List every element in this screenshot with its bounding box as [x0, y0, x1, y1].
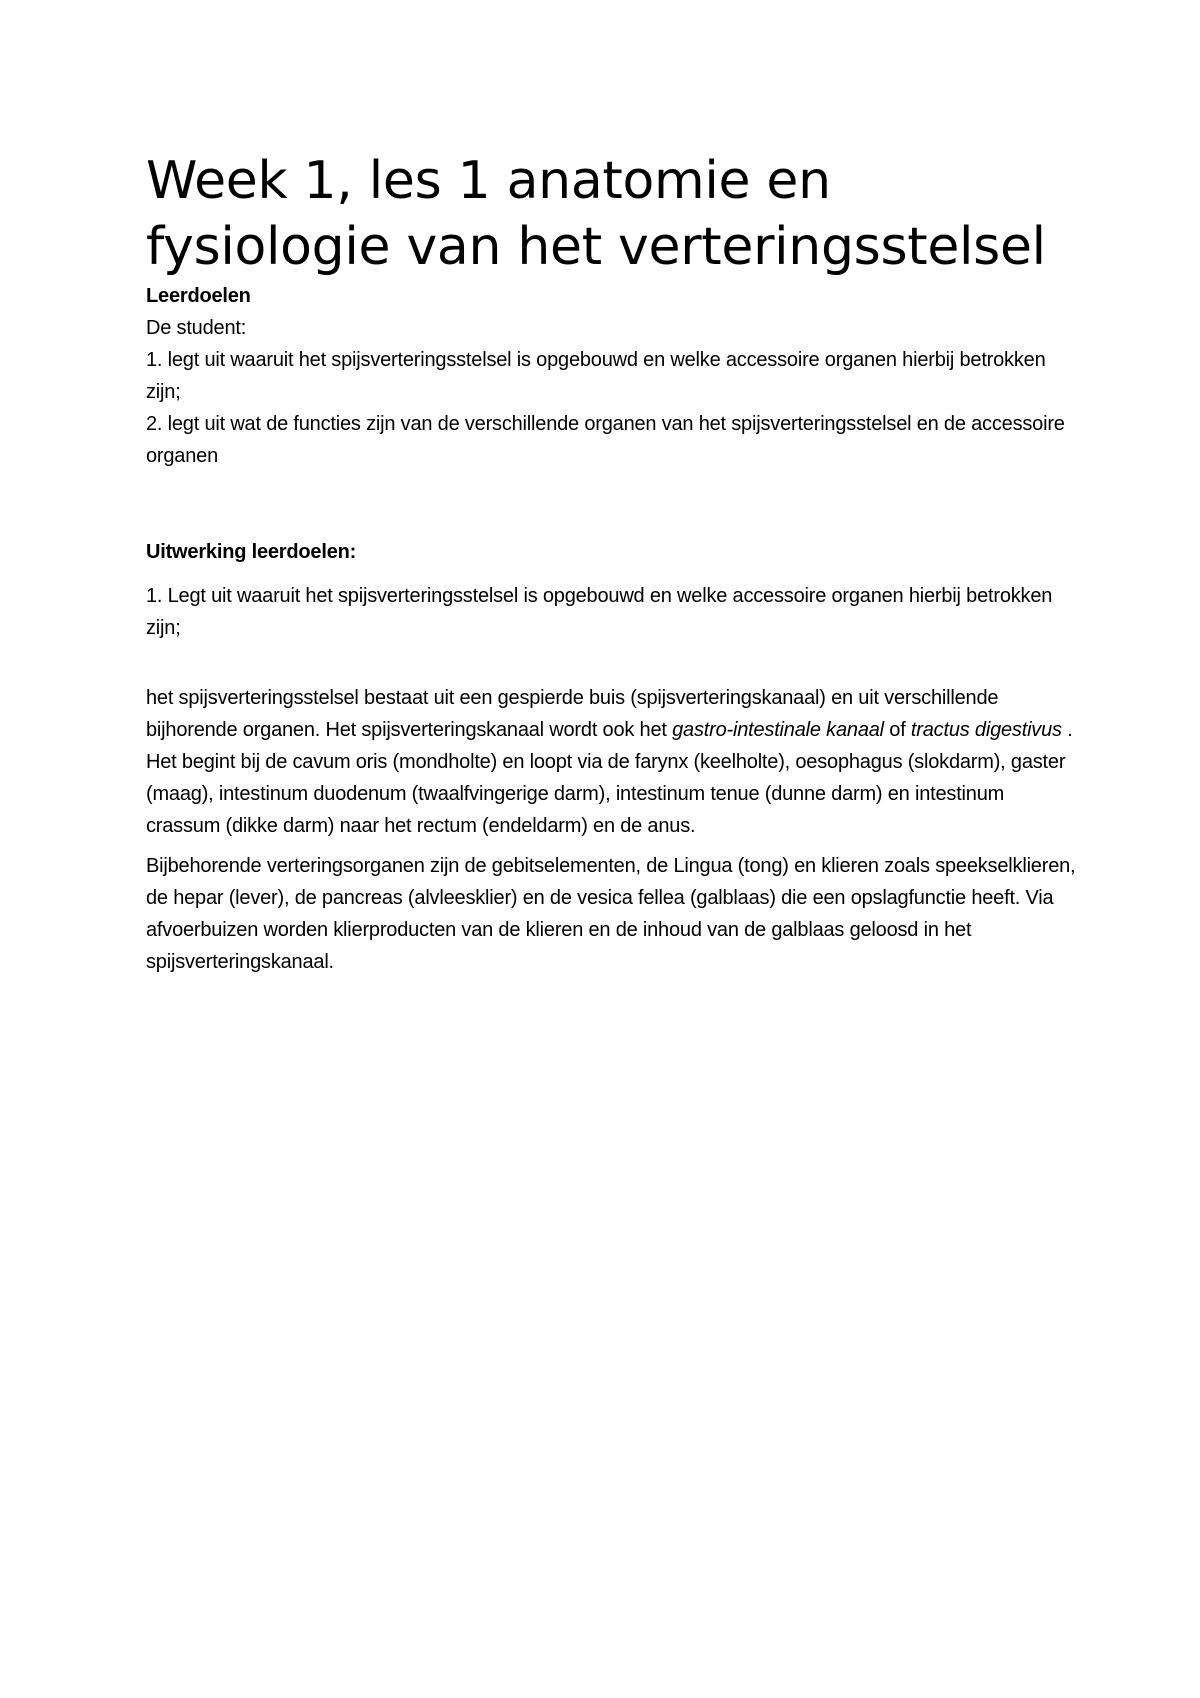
paragraph-1-italic-term-b: tractus digestivus [910, 719, 1062, 741]
learning-goal-1: 1. legt uit waaruit het spijsverteringsstelsel is opgebouwd en welke accessoire organen hierbij betrokken zijn; [146, 349, 1046, 403]
spacer [146, 644, 1076, 682]
elaboration-heading: Uitwerking leerdoelen: [146, 541, 357, 563]
paragraph-digestive-tract [146, 682, 1076, 842]
document-title: Week 1, les 1 anatomie en fysiologie van het verteringsstelsel [146, 151, 1046, 277]
document-page [146, 148, 1076, 978]
spacer [146, 568, 1076, 580]
paragraph-1-italic-term-a: gastro-intestinale kanaal [672, 719, 884, 741]
student-intro: De student: [146, 317, 247, 339]
paragraph-1-text-b: of [883, 719, 911, 741]
paragraph-1-text-a: het spijsverteringsstelsel bestaat uit een gespierde buis (spijsverteringskanaal) en uit verschillende bijhorende organen. Het spijsverteringskanaal wordt ook het [146, 687, 999, 741]
paragraph-1-text-c: . Het begint bij de cavum oris (mondholte) en loopt via de farynx (keelholte), oesophagus (slokdarm), gaster (maag), intestinum duodenum (twaalfvingerige darm), intestinum tenue (dunne darm) en intestinum crassum (dikke darm) naar het rectum (endeldarm) en de anus. [146, 719, 1073, 837]
paragraph-accessory-organs: Bijbehorende verteringsorganen zijn de gebitselementen, de Lingua (tong) en klieren zoals speekselklieren, de hepar (lever), de pancreas (alvleesklier) en de vesica fellea (galblaas) die een opslagfunctie heeft. Via afvoerbuizen worden klierproducten van de klieren en de inhoud van de galblaas geloosd in het spijsverteringskanaal. [146, 855, 1076, 973]
elaboration-goal-1: 1. Legt uit waaruit het spijsverteringsstelsel is opgebouwd en welke accessoire organen hierbij betrokken zijn; [146, 585, 1053, 639]
learning-goal-2: 2. legt uit wat de functies zijn van de verschillende organen van het spijsverteringsstelsel en de accessoire organen [146, 413, 1065, 467]
spacer [146, 842, 1076, 850]
learning-goals-heading: Leerdoelen [146, 285, 251, 307]
spacer [146, 472, 1076, 536]
